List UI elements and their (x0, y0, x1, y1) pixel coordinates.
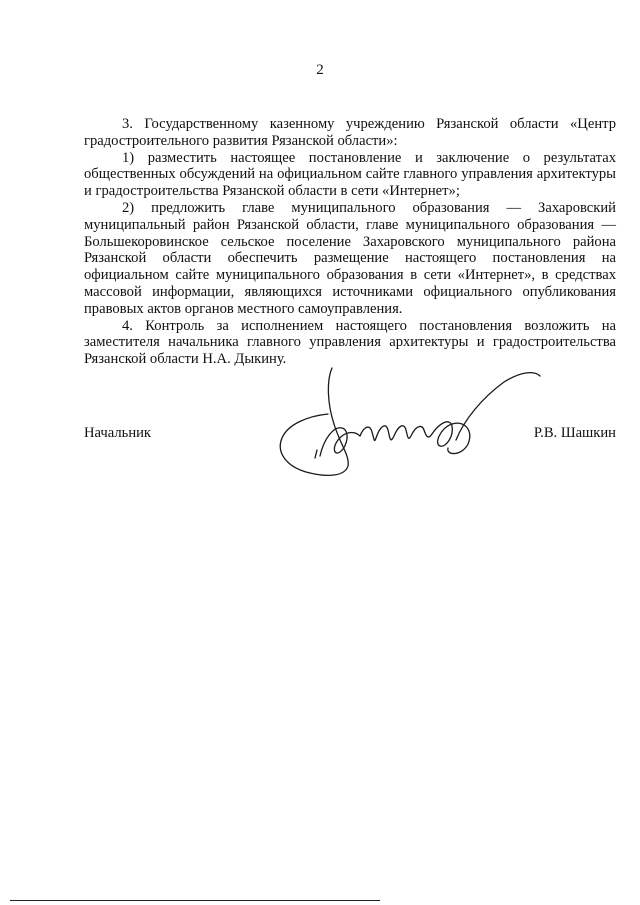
document-body (84, 116, 616, 368)
signatory-name: Р.В. Шашкин (533, 425, 616, 441)
paragraph-subitem-1: 1) разместить настоящее постановление и заключение о результатах общественных обсуждений на официальном сайте главного управления архитектуры и градостроительства Рязанской области в сети «Интернет»; (84, 149, 616, 200)
signatory-title: Начальник (84, 425, 152, 441)
paragraph-item-4: 4. Контроль за исполнением настоящего постановления возложить на заместителя начальника главного управления архитектуры и градостроительства Рязанской области Н.А. Дыкину. (84, 317, 616, 368)
page-number: 2 (316, 62, 324, 78)
paragraph-item-3: 3. Государственному казенному учреждению Рязанской области «Центр градостроительного развития Рязанской области»: (84, 116, 616, 149)
signature-block (84, 424, 616, 444)
footer-divider (10, 900, 380, 901)
paragraph-subitem-2: 2) предложить главе муниципального образования — Захаровский муниципальный район Рязанской области, главе муниципального образования — Большекоровинское сельское поселение Захаровского муниципального района Рязанской области обеспечить размещение настоящего постановления на официальном сайте муниципального образования в сети «Интернет», в средствах массовой информации, являющихся источниками официального опубликования правовых актов органов местного самоуправления. (84, 199, 616, 317)
